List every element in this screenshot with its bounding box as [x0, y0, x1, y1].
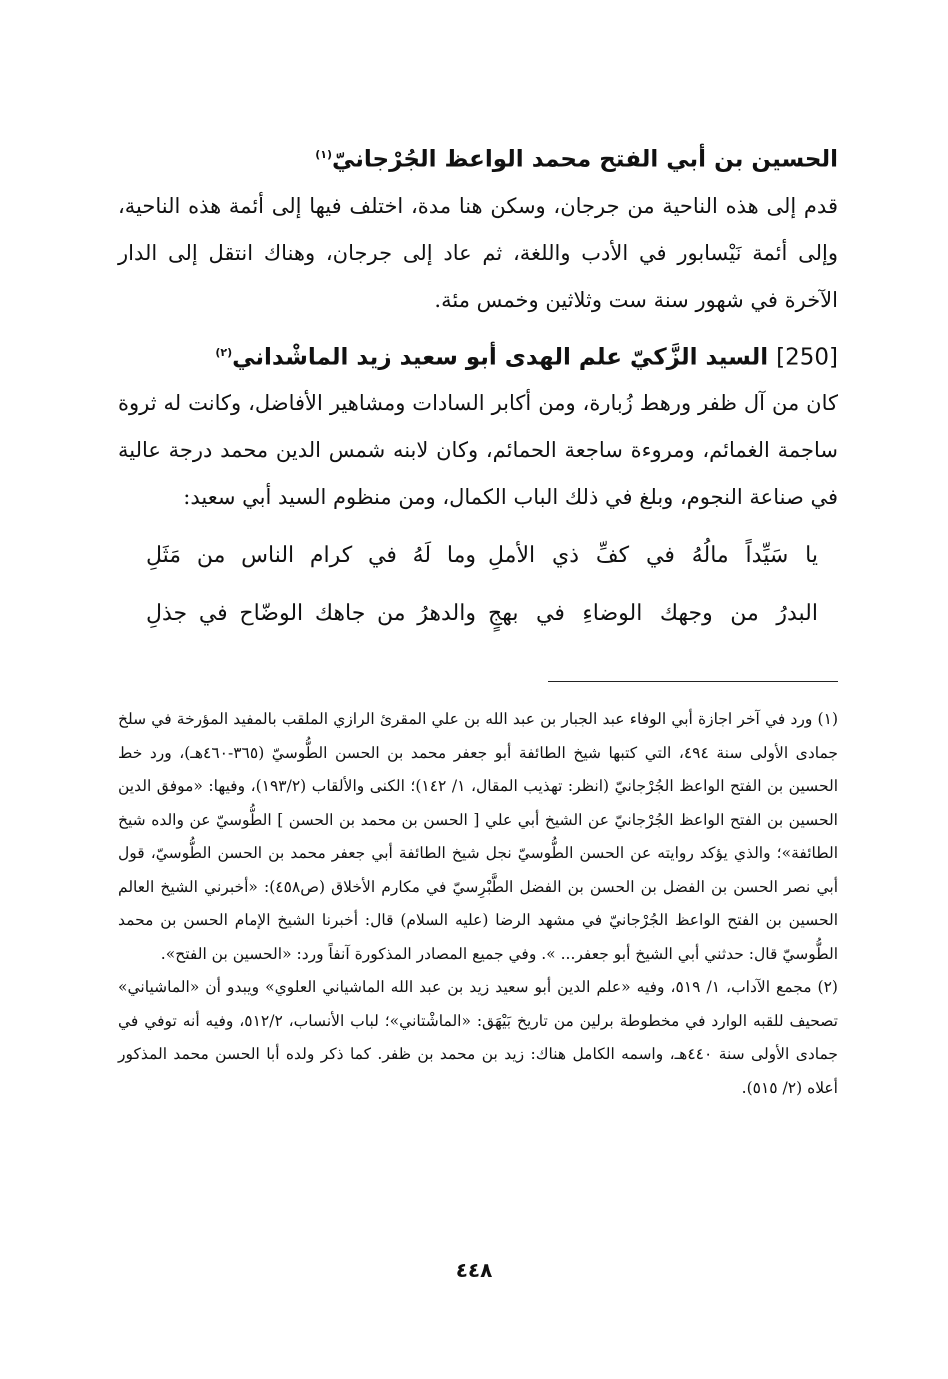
main-text — [118, 132, 838, 643]
poem — [118, 527, 838, 643]
footnote-2-text: مجمع الآداب، ١/ ٥١٩، وفيه «علم الدين أبو سعيد زيد بن عبد الله الماشياني العلوي» ويبدو أن «الماشياني» تصحيف للقبه الوارد في مخطوطة برلين من تاريخ بَيْهَق: «الماشْتاني»؛ لباب الأنساب، ٥١٢/٢، وفيه أنه توفي في جمادى الأولى سنة ٤٤٠هـ، واسمه الكامل هناك: زيد بن محمد بن ظفر. كما ذكر ولده أبا الحسن محمد المذكور أعلاه (٢/ ٥١٥). — [118, 978, 838, 1097]
footnote-1-label: (١) — [817, 710, 838, 728]
verse-second-hemistich: والدهرُ من جاهك الوضّاح في جذلِ — [146, 601, 476, 627]
poem-verse — [118, 527, 838, 585]
verse-first-hemistich: البدرُ من وجهك الوضاءِ في بهجٍ — [488, 601, 818, 627]
poem-verse — [118, 585, 838, 643]
footnote-separator — [548, 681, 838, 682]
footnotes — [118, 703, 838, 1105]
entry-1-footnote-ref[interactable]: (١) — [315, 148, 332, 161]
footnote-2 — [118, 971, 838, 1105]
verse-first-hemistich: يا سَيِّداً مالُهُ في كفِّ ذي الأملِ — [488, 543, 818, 569]
entry-1-heading — [118, 132, 838, 183]
verse-second-hemistich: وما لَهُ في كرام الناس من مَثَلِ — [146, 543, 476, 569]
entry-2-heading — [118, 330, 838, 381]
footnote-1-text: ورد في آخر اجازة أبي الوفاء عبد الجبار بن عبد الله بن علي المقرئ الرازي الملقب بالمفيد المؤرخة في سلخ جمادى الأولى سنة ٤٩٤، التي كتبها شيخ الطائفة أبو جعفر محمد بن الحسن الطُّوسيّ (٣٦٥-٤٦٠هـ)، ورد خط الحسين بن الفتح الواعظ الجُرْجانيّ (انظر: تهذيب المقال، ١/ ١٤٢)؛ الكنى والألقاب (١٩٣/٢)، وفيها: «موفق الدين الحسين بن الفتح الواعظ الجُرْجانيّ عن الشيخ أبي علي [ الحسن بن محمد بن الحسن ] الطُّوسيّ عن والده شيخ الطائفة»؛ والذي يؤكد روايته عن الحسن الطُّوسيّ نجل شيخ الطائفة أبي جعفر محمد بن الحسن الطُّوسيّ، قول أبي نصر الحسن بن الفضل بن الحسن بن الفضل الطَّبْرِسيّ في مكارم الأخلاق (ص٤٥٨): «أخبرني الشيخ العالم الحسين بن الفتح الواعظ الجُرْجانيّ في مشهد الرضا (عليه السلام) قال: أخبرنا الشيخ الإمام الحسن بن محمد الطُّوسيّ قال: حدثني أبي الشيخ أبو جعفر... ». وفي جميع المصادر المذكورة آنفاً ورد: «الحسين بن الفتح». — [118, 710, 839, 963]
entry-1-text: قدم إلى هذه الناحية من جرجان، وسكن هنا مدة، اختلف فيها إلى أئمة هذه الناحية، وإلى أئمة نَيْسابور في الأدب واللغة، ثم عاد إلى جرجان، وهناك انتقل إلى الدار الآخرة في شهور سنة ست وثلاثين وخمس مئة. — [118, 193, 838, 312]
entry-2-number: [250] — [776, 344, 838, 371]
footnote-2-label: (٢) — [817, 978, 838, 996]
entry-2-text: كان من آل ظفر ورهط زُبارة، ومن أكابر السادات ومشاهير الأفاضل، وكانت له ثروة ساجمة الغمائم، ومروءة ساجعة الحمائم، وكان لابنه شمس الدين محمد درجة عالية في صناعة النجوم، وبلغ في ذلك الباب الكمال، ومن منظوم السيد أبي سعيد: — [118, 391, 838, 510]
footnote-1 — [118, 703, 838, 971]
entry-2-title: السيد الزَّكيّ علم الهدى أبو سعيد زيد الماشْداني — [232, 344, 769, 371]
entry-1-title: الحسين بن أبي الفتح محمد الواعظ الجُرْجانيّ — [332, 146, 838, 173]
page-number: ٤٤٨ — [455, 1258, 493, 1282]
entry-2-footnote-ref[interactable]: (٢) — [215, 345, 233, 359]
